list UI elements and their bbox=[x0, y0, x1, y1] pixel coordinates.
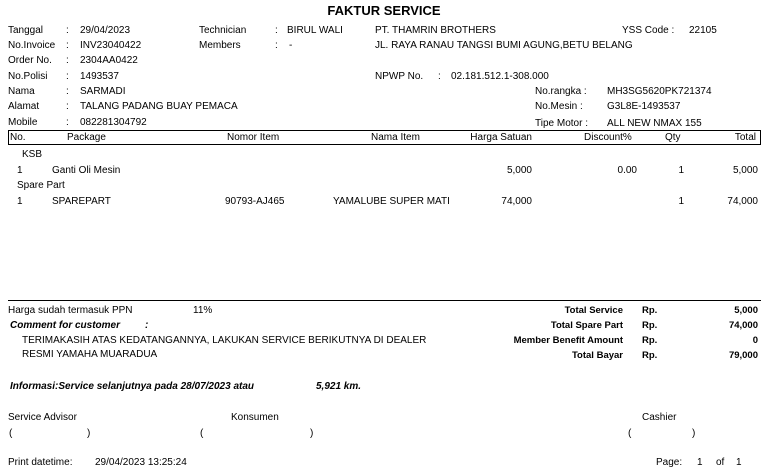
col-discount: Discount% bbox=[584, 132, 632, 143]
colon: : bbox=[66, 55, 69, 66]
nama-label: Nama bbox=[8, 86, 35, 97]
col-qty: Qty bbox=[665, 132, 681, 143]
invoice-label: No.Invoice bbox=[8, 40, 56, 51]
next-service-km: 5,921 km. bbox=[316, 381, 362, 392]
alamat-value: TALANG PADANG BUAY PEMACA bbox=[80, 101, 238, 112]
col-total: Total bbox=[734, 132, 756, 143]
tipe-motor-value: ALL NEW NMAX 155 bbox=[607, 118, 702, 129]
row-no: 1 bbox=[17, 196, 23, 207]
total-service-value: 5,000 bbox=[734, 305, 758, 316]
col-package: Package bbox=[67, 132, 106, 143]
page-of: of bbox=[716, 457, 725, 468]
total-sparepart-label: Total Spare Part bbox=[550, 320, 623, 331]
row-harga: 5,000 bbox=[506, 165, 532, 176]
tipe-motor-label: Tipe Motor : bbox=[535, 118, 588, 129]
row-discount: 0.00 bbox=[617, 165, 637, 176]
row-nama-item: YAMALUBE SUPER MATI bbox=[333, 196, 450, 207]
print-datetime-label: Print datetime: bbox=[8, 457, 73, 468]
technician-label: Technician bbox=[199, 25, 247, 36]
row-total: 5,000 bbox=[732, 165, 758, 176]
comment-line-2: RESMI YAMAHA MUARADUA bbox=[22, 349, 158, 360]
cashier-label: Cashier bbox=[642, 412, 677, 423]
total-bayar-value: 79,000 bbox=[728, 350, 758, 361]
group-label-ksb: KSB bbox=[22, 149, 43, 160]
row-total: 74,000 bbox=[727, 196, 758, 207]
members-label: Members bbox=[199, 40, 241, 51]
nama-value: SARMADI bbox=[80, 86, 126, 97]
service-advisor-label: Service Advisor bbox=[8, 412, 77, 423]
colon: : bbox=[66, 101, 69, 112]
colon: : bbox=[66, 117, 69, 128]
row-package: Ganti Oli Mesin bbox=[52, 165, 121, 176]
comment-line-1: TERIMAKASIH ATAS KEDATANGANNYA, LAKUKAN SERVICE BERIKUTNYA DI DEALER bbox=[22, 335, 427, 346]
alamat-label: Alamat bbox=[8, 101, 40, 112]
mesin-label: No.Mesin : bbox=[535, 101, 583, 112]
comment-label: Comment for customer bbox=[10, 320, 121, 331]
mesin-value: G3L8E-1493537 bbox=[607, 101, 681, 112]
konsumen-sign-close: ) bbox=[310, 428, 314, 439]
page-label: Page: bbox=[656, 457, 683, 468]
order-value: 2304AA0422 bbox=[80, 55, 138, 66]
yss-code-label: YSS Code : bbox=[622, 25, 675, 36]
invoice-value: INV23040422 bbox=[80, 40, 142, 51]
members-value: - bbox=[289, 40, 293, 51]
colon: : bbox=[66, 86, 69, 97]
colon: : bbox=[66, 71, 69, 82]
row-nomor-item: 90793-AJ465 bbox=[225, 196, 285, 207]
colon: : bbox=[275, 40, 278, 51]
col-no: No. bbox=[10, 132, 26, 143]
ppn-value: 11% bbox=[193, 305, 213, 316]
mobile-label: Mobile bbox=[8, 117, 38, 128]
npwp-label: NPWP No. bbox=[375, 71, 424, 82]
member-benefit-label: Member Benefit Amount bbox=[513, 335, 623, 346]
ppn-label: Harga sudah termasuk PPN bbox=[8, 305, 133, 316]
member-benefit-currency: Rp. bbox=[642, 335, 658, 346]
footer-divider bbox=[8, 300, 761, 301]
advisor-sign-open: ( bbox=[9, 428, 13, 439]
row-qty: 1 bbox=[678, 165, 684, 176]
rangka-value: MH3SG5620PK721374 bbox=[607, 86, 712, 97]
colon: : bbox=[438, 71, 441, 82]
konsumen-sign-open: ( bbox=[200, 428, 204, 439]
colon: : bbox=[275, 25, 278, 36]
tanggal-value: 29/04/2023 bbox=[80, 25, 131, 36]
next-service-info: Informasi:Service selanjutnya pada 28/07/2023 atau bbox=[10, 381, 255, 392]
total-bayar-label: Total Bayar bbox=[571, 350, 623, 361]
mobile-value: 082281304792 bbox=[80, 117, 147, 128]
rangka-label: No.rangka : bbox=[535, 86, 587, 97]
total-bayar-currency: Rp. bbox=[642, 350, 658, 361]
row-no: 1 bbox=[17, 165, 23, 176]
col-nama-item: Nama Item bbox=[371, 132, 420, 143]
col-harga-satuan: Harga Satuan bbox=[470, 132, 532, 143]
polisi-value: 1493537 bbox=[80, 71, 119, 82]
cashier-sign-open: ( bbox=[628, 428, 632, 439]
print-datetime-value: 29/04/2023 13:25:24 bbox=[95, 457, 187, 468]
technician-value: BIRUL WALI bbox=[287, 25, 343, 36]
col-nomor-item: Nomor Item bbox=[227, 132, 280, 143]
npwp-value: 02.181.512.1-308.000 bbox=[451, 71, 549, 82]
page-number: 1 bbox=[697, 457, 703, 468]
total-service-currency: Rp. bbox=[642, 305, 658, 316]
cashier-sign-close: ) bbox=[692, 428, 696, 439]
dealer-address: JL. RAYA RANAU TANGSI BUMI AGUNG,BETU BELANG bbox=[375, 40, 633, 51]
tanggal-label: Tanggal bbox=[8, 25, 44, 36]
group-label-spare-part: Spare Part bbox=[17, 180, 65, 191]
order-label: Order No. bbox=[8, 55, 52, 66]
dealer-name: PT. THAMRIN BROTHERS bbox=[375, 25, 496, 36]
polisi-label: No.Polisi bbox=[8, 71, 48, 82]
total-sparepart-value: 74,000 bbox=[728, 320, 758, 331]
row-harga: 74,000 bbox=[501, 196, 532, 207]
yss-code-value: 22105 bbox=[689, 25, 717, 36]
colon: : bbox=[66, 25, 69, 36]
comment-colon: : bbox=[145, 320, 149, 331]
colon: : bbox=[66, 40, 69, 51]
konsumen-label: Konsumen bbox=[231, 412, 279, 423]
row-package: SPAREPART bbox=[52, 196, 111, 207]
total-service-label: Total Service bbox=[564, 305, 623, 316]
page-title: FAKTUR SERVICE bbox=[327, 3, 441, 18]
page-total: 1 bbox=[736, 457, 742, 468]
total-sparepart-currency: Rp. bbox=[642, 320, 658, 331]
row-qty: 1 bbox=[678, 196, 684, 207]
member-benefit-value: 0 bbox=[752, 335, 758, 346]
advisor-sign-close: ) bbox=[87, 428, 91, 439]
